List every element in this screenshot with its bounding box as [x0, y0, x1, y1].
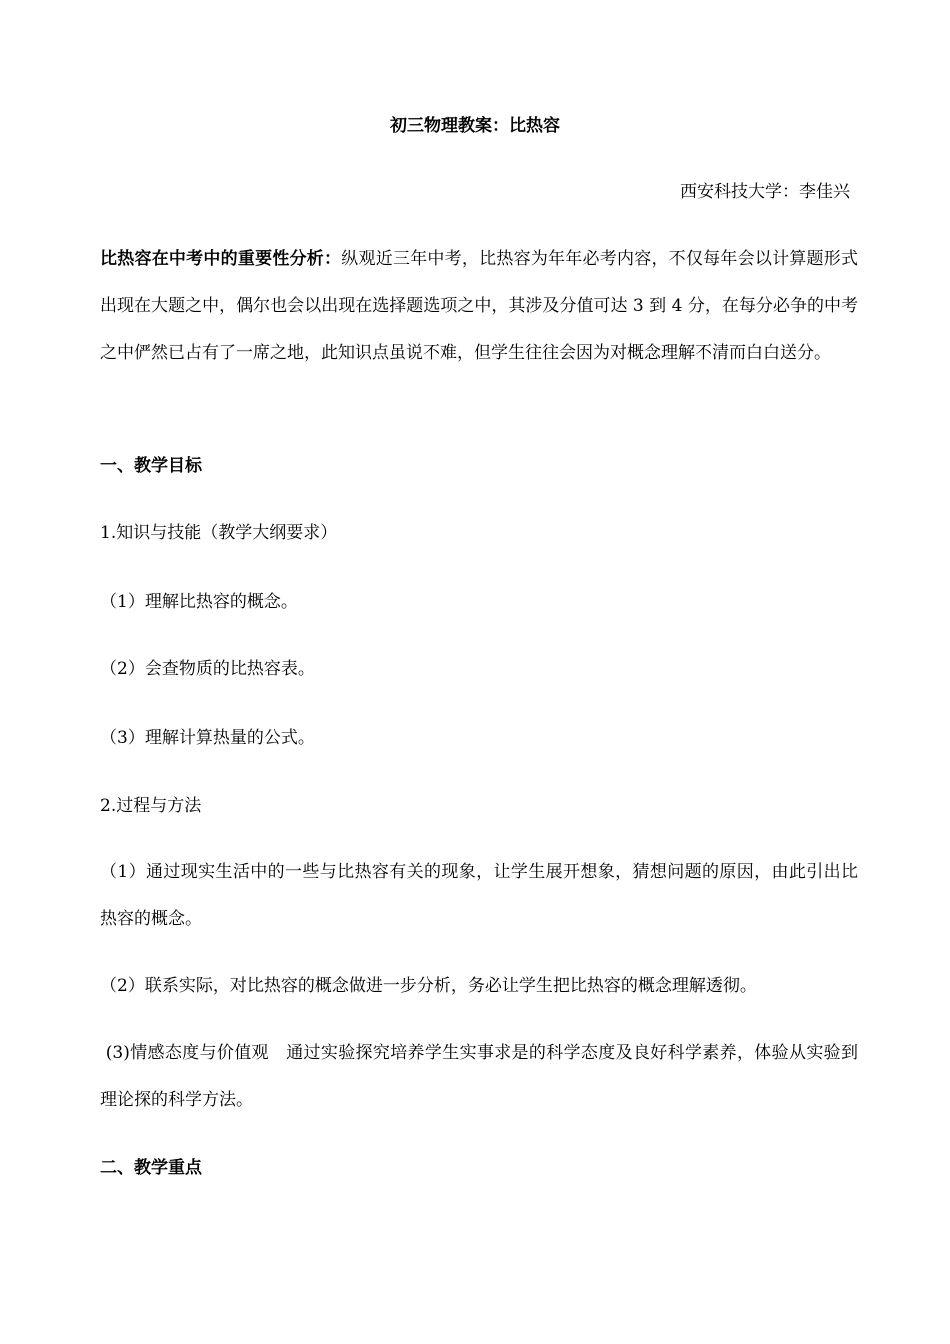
section-heading-key-points: 二、教学重点 [100, 1158, 202, 1178]
intro-label: 比热容在中考中的重要性分析： [100, 249, 342, 269]
list-item: （3）理解计算热量的公式。 [100, 728, 315, 748]
intro-text: 纵观近三年中考，比热容为年年必考内容，不仅每年会以计算题形式出现在大题之中，偶尔也会以出现在选择题选项之中，其涉及分值可达 3 到 4 分，在每分必争的中考之中俨然已占有了一席之地，此知识点虽说不难，但学生往往会因为对概念理解不清而白白送分。 [100, 249, 859, 363]
list-item: （2）联系实际，对比热容的概念做进一步分析，务必让学生把比热容的概念理解透彻。 [100, 976, 757, 996]
intro-paragraph [100, 236, 858, 377]
document-title: 初三物理教案：比热容 [390, 116, 560, 136]
subheading-knowledge-skills: 1.知识与技能（教学大纲要求） [100, 523, 338, 543]
list-item: （1）理解比热容的概念。 [100, 592, 298, 612]
document-author: 西安科技大学：李佳兴 [680, 182, 850, 202]
list-item: （2）会查物质的比热容表。 [100, 659, 315, 679]
list-item: (3)情感态度与价值观 通过实验探究培养学生实事求是的科学态度及良好科学素养，体验从实验到理论探的科学方法。 [100, 1043, 858, 1110]
list-item: （1）通过现实生活中的一些与比热容有关的现象，让学生展开想象，猜想问题的原因，由此引出比热容的概念。 [100, 862, 858, 929]
section-heading-objectives: 一、教学目标 [100, 456, 202, 476]
subheading-process-method: 2.过程与方法 [100, 796, 202, 816]
